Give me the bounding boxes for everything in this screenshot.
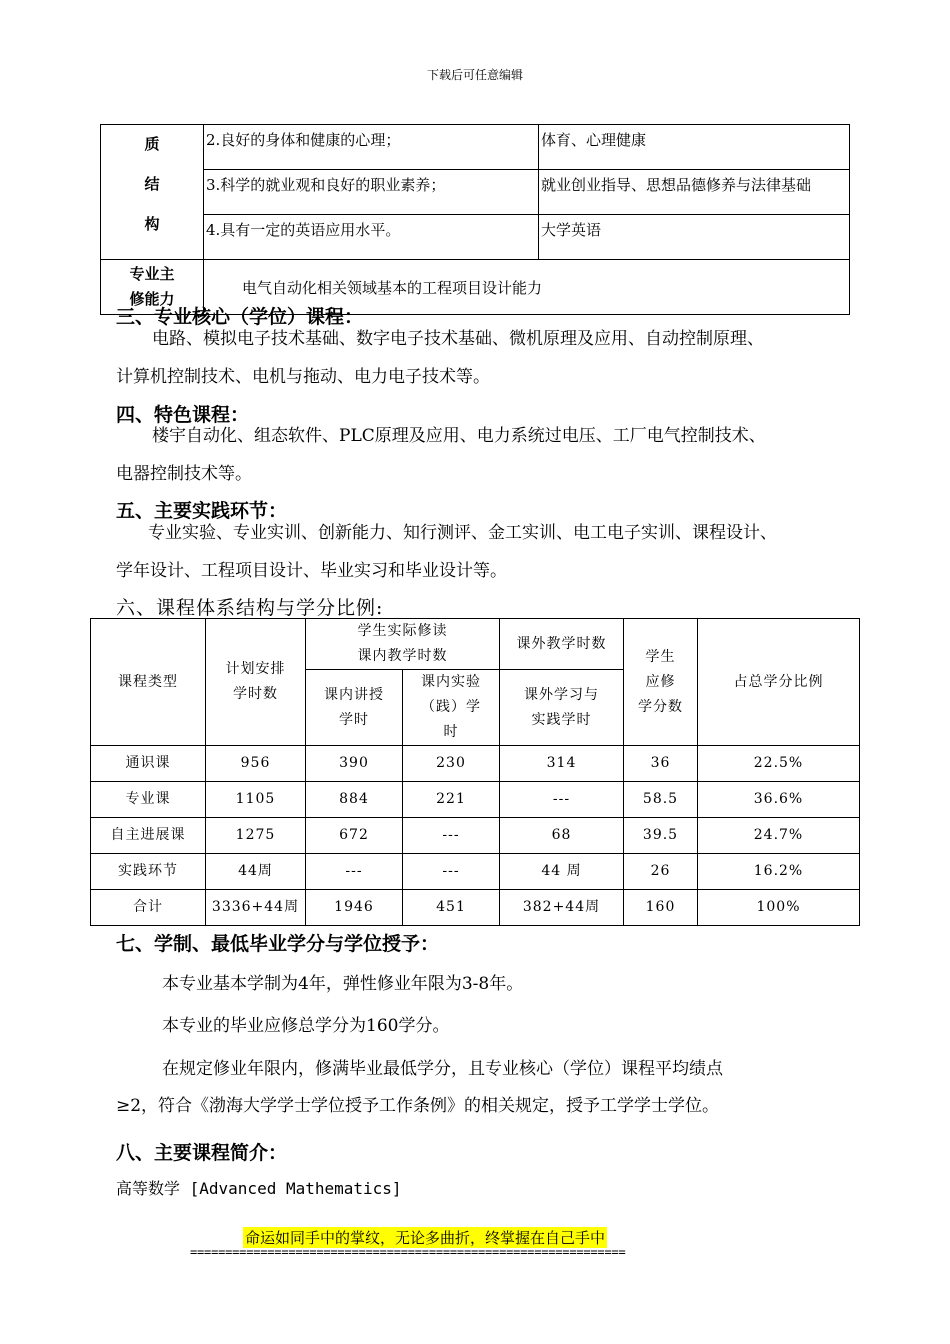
requirement-cell: 3.科学的就业观和良好的职业素养； bbox=[204, 170, 539, 215]
cell-plan: 3336+44周 bbox=[206, 890, 306, 926]
footer-rule: ============================================================== bbox=[190, 1245, 626, 1259]
header-line: 学时数 bbox=[233, 686, 278, 702]
cell-extra: 68 bbox=[500, 818, 624, 854]
cell-lecture: 884 bbox=[306, 782, 403, 818]
table-row bbox=[91, 746, 860, 782]
table-header-row bbox=[91, 619, 860, 670]
col-header-extra-sub bbox=[500, 670, 624, 746]
header-line: 学生 bbox=[645, 648, 676, 665]
credit-structure-table bbox=[90, 618, 860, 926]
cell-credits: 160 bbox=[624, 890, 698, 926]
cell-ratio: 16.2% bbox=[698, 854, 860, 890]
col-header-ratio: 占总学分比例 bbox=[698, 619, 860, 746]
degree-paragraph: 在规定修业年限内，修满毕业最低学分，且专业核心（学位）课程平均绩点 bbox=[162, 1059, 723, 1079]
section-title-featured-courses: 四、特色课程： bbox=[116, 404, 250, 426]
practice-line: 专业实验、专业实训、创新能力、知行测评、金工实训、电工电子实训、课程设计、 bbox=[148, 523, 777, 543]
table-row bbox=[101, 215, 850, 260]
cell-lab: 221 bbox=[403, 782, 500, 818]
courses-cell: 体育、心理健康 bbox=[539, 125, 850, 170]
col-header-credits bbox=[624, 619, 698, 746]
core-courses-line: 计算机控制技术、电机与拖动、电力电子技术等。 bbox=[116, 367, 490, 387]
cell-credits: 39.5 bbox=[624, 818, 698, 854]
cell-ratio: 100% bbox=[698, 890, 860, 926]
header-line: 学时 bbox=[339, 711, 369, 728]
cell-lecture: 390 bbox=[306, 746, 403, 782]
table-row bbox=[91, 818, 860, 854]
header-line: 时 bbox=[443, 724, 459, 740]
requirement-cell: 2.良好的身体和健康的心理； bbox=[204, 125, 539, 170]
cell-type: 合计 bbox=[91, 890, 206, 926]
quality-structure-label bbox=[101, 125, 204, 260]
label-char: 构 bbox=[144, 215, 160, 233]
practice-line: 学年设计、工程项目设计、毕业实习和毕业设计等。 bbox=[116, 561, 507, 581]
ability-label-line: 专业主 bbox=[129, 265, 175, 283]
col-header-plan bbox=[206, 619, 306, 746]
header-line: 课外学习与 bbox=[524, 686, 599, 703]
courses-cell: 大学英语 bbox=[539, 215, 850, 260]
cell-extra: --- bbox=[500, 782, 624, 818]
cell-credits: 58.5 bbox=[624, 782, 698, 818]
quality-structure-table bbox=[100, 124, 850, 315]
label-char: 结 bbox=[144, 175, 160, 193]
cell-plan: 1275 bbox=[206, 818, 306, 854]
cell-plan: 956 bbox=[206, 746, 306, 782]
section-title-course-intro: 八、主要课程简介： bbox=[116, 1142, 288, 1164]
requirement-cell: 4.具有一定的英语应用水平。 bbox=[204, 215, 539, 260]
cell-credits: 36 bbox=[624, 746, 698, 782]
cell-type: 通识课 bbox=[91, 746, 206, 782]
cell-ratio: 36.6% bbox=[698, 782, 860, 818]
header-line: 学分数 bbox=[638, 698, 683, 715]
header-line: 课内实验 bbox=[421, 674, 481, 690]
page-header-note: 下载后可任意编辑 bbox=[426, 68, 523, 82]
section-title-core-courses: 三、专业核心（学位）课程： bbox=[116, 306, 364, 328]
col-header-lecture bbox=[306, 670, 403, 746]
cell-ratio: 22.5% bbox=[698, 746, 860, 782]
cell-lab: --- bbox=[403, 818, 500, 854]
featured-courses-line: 电器控制技术等。 bbox=[116, 464, 252, 484]
featured-courses-line: 楼宇自动化、组态软件、PLC原理及应用、电力系统过电压、工厂电气控制技术、 bbox=[152, 426, 766, 446]
header-line: 课内讲授 bbox=[324, 686, 384, 703]
courses-cell: 就业创业指导、思想品德修养与法律基础 bbox=[539, 170, 850, 215]
degree-paragraph: 本专业基本学制为4年，弹性修业年限为3-8年。 bbox=[162, 974, 524, 994]
cell-extra: 44 周 bbox=[500, 854, 624, 890]
cell-plan: 44周 bbox=[206, 854, 306, 890]
cell-plan: 1105 bbox=[206, 782, 306, 818]
header-line: 实践学时 bbox=[531, 711, 592, 728]
course-title: 高等数学 [Advanced Mathematics] bbox=[116, 1179, 402, 1198]
ability-value: 电气自动化相关领域基本的工程项目设计能力 bbox=[204, 260, 850, 315]
table-row bbox=[91, 782, 860, 818]
header-line: （践）学 bbox=[421, 699, 481, 715]
degree-paragraph: 本专业的毕业应修总学分为160学分。 bbox=[162, 1016, 450, 1036]
table-row bbox=[101, 170, 850, 215]
label-char: 质 bbox=[144, 135, 160, 153]
col-header-lab bbox=[403, 670, 500, 746]
table-row bbox=[91, 890, 860, 926]
cell-type: 专业课 bbox=[91, 782, 206, 818]
cell-extra: 382+44周 bbox=[500, 890, 624, 926]
col-header-type: 课程类型 bbox=[91, 619, 206, 746]
cell-lab: 230 bbox=[403, 746, 500, 782]
cell-lecture: 672 bbox=[306, 818, 403, 854]
section-title-practice: 五、主要实践环节： bbox=[116, 500, 288, 522]
col-header-actual bbox=[306, 619, 500, 670]
header-line: 应修 bbox=[645, 673, 676, 690]
cell-lecture: --- bbox=[306, 854, 403, 890]
cell-type: 自主进展课 bbox=[91, 818, 206, 854]
col-header-extra: 课外教学时数 bbox=[500, 619, 624, 670]
cell-lab: --- bbox=[403, 854, 500, 890]
ability-label-line: 修能力 bbox=[129, 290, 175, 308]
cell-lab: 451 bbox=[403, 890, 500, 926]
table-row bbox=[101, 125, 850, 170]
cell-ratio: 24.7% bbox=[698, 818, 860, 854]
core-courses-line: 电路、模拟电子技术基础、数字电子技术基础、微机原理及应用、自动控制原理、 bbox=[152, 329, 764, 349]
degree-paragraph: ≥2，符合《渤海大学学士学位授予工作条例》的相关规定，授予工学学士学位。 bbox=[116, 1096, 720, 1116]
cell-extra: 314 bbox=[500, 746, 624, 782]
header-line: 学生实际修读 bbox=[357, 623, 448, 639]
header-line: 课内教学时数 bbox=[357, 648, 448, 664]
section-title-degree: 七、学制、最低毕业学分与学位授予： bbox=[116, 933, 440, 955]
cell-type: 实践环节 bbox=[91, 854, 206, 890]
table-row bbox=[91, 854, 860, 890]
cell-lecture: 1946 bbox=[306, 890, 403, 926]
cell-credits: 26 bbox=[624, 854, 698, 890]
footer-motto: 命运如同手中的掌纹，无论多曲折，终掌握在自己手中 bbox=[245, 1229, 606, 1247]
section-title-credit-structure: 六、课程体系结构与学分比例: bbox=[116, 597, 384, 619]
header-line: 计划安排 bbox=[225, 661, 286, 677]
